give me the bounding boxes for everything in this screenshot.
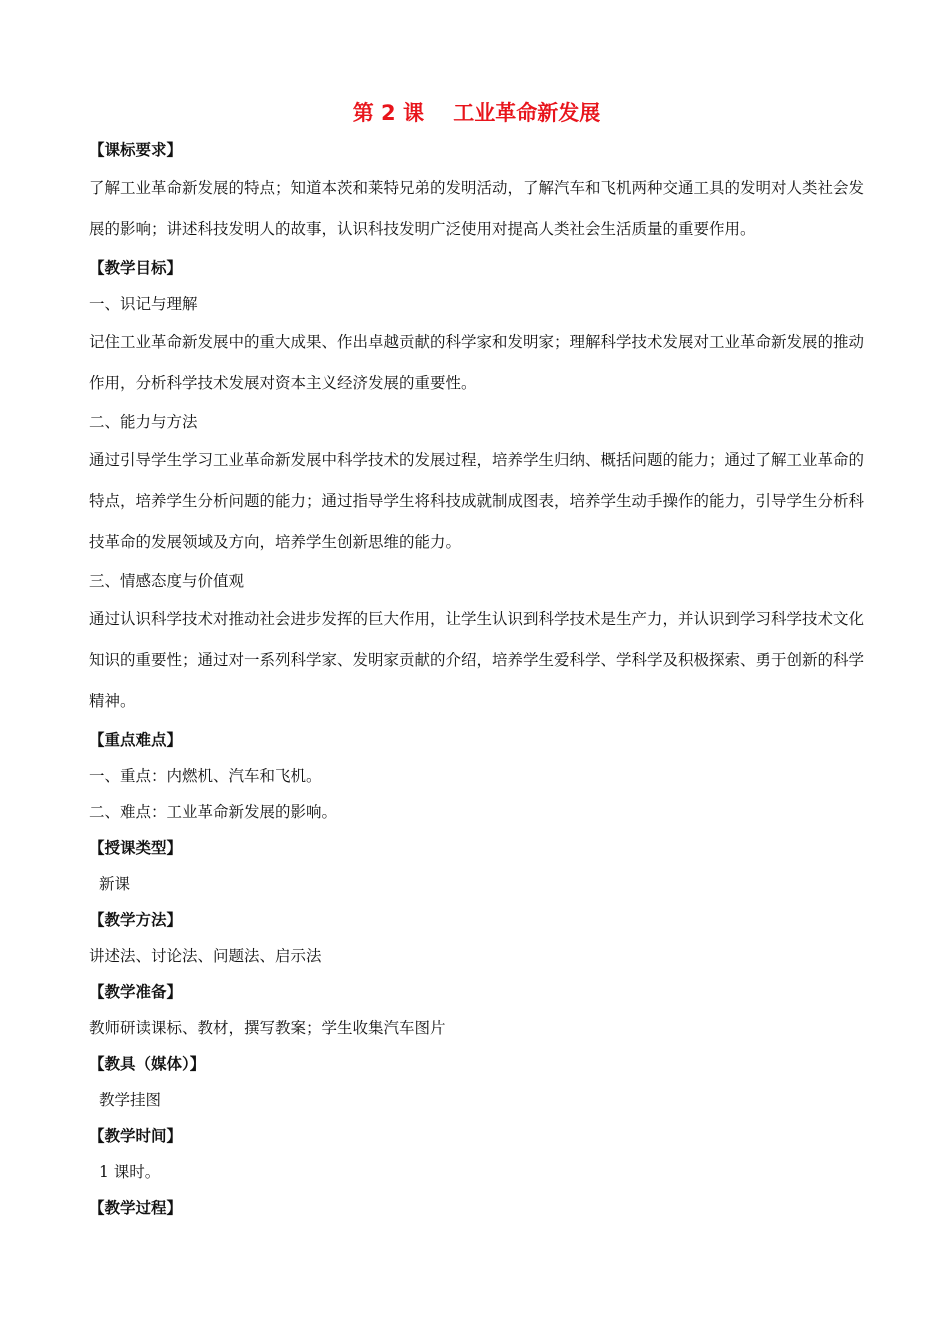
preparation-body: 教师研读课标、教材，撰写教案；学生收集汽车图片 (89, 1019, 446, 1037)
time-body: 1 课时。 (99, 1163, 161, 1181)
lesson-type-heading: 【授课类型】 (89, 839, 183, 857)
document-page (89, 96, 864, 1226)
standards-heading: 【课标要求】 (89, 141, 183, 159)
objective-3-body: 通过认识科学技术对推动社会进步发挥的巨大作用，让学生认识到科学技术是生产力，并认识到学习科学技术文化知识的重要性；通过对一系列科学家、发明家贡献的介绍，培养学生爱科学、学科学及积极探索、勇于创新的科学精神。 (89, 610, 865, 710)
objective-1-label: 一、识记与理解 (89, 295, 198, 313)
objectives-heading: 【教学目标】 (89, 259, 183, 277)
time-heading: 【教学时间】 (89, 1127, 183, 1145)
key-points-heading: 【重点难点】 (89, 731, 183, 749)
objective-1-body: 记住工业革命新发展中的重大成果、作出卓越贡献的科学家和发明家；理解科学技术发展对工业革命新发展的推动作用，分析科学技术发展对资本主义经济发展的重要性。 (89, 333, 865, 392)
standards-body: 了解工业革命新发展的特点；知道本茨和莱特兄弟的发明活动，了解汽车和飞机两种交通工具的发明对人类社会发展的影响；讲述科技发明人的故事，认识科技发明广泛使用对提高人类社会生活质量的重要作用。 (89, 179, 865, 238)
tools-body: 教学挂图 (99, 1091, 162, 1109)
objective-3-label: 三、情感态度与价值观 (89, 572, 245, 590)
lesson-type-body: 新课 (99, 875, 131, 893)
objective-2-label: 二、能力与方法 (89, 413, 198, 431)
methods-heading: 【教学方法】 (89, 911, 183, 929)
tools-heading: 【教具（媒体）】 (89, 1055, 206, 1073)
process-heading: 【教学过程】 (89, 1199, 183, 1217)
difficult-point: 二、难点：工业革命新发展的影响。 (89, 803, 338, 821)
preparation-heading: 【教学准备】 (89, 983, 183, 1001)
key-point: 一、重点：内燃机、汽车和飞机。 (89, 767, 322, 785)
lesson-title: 第 2 课 工业革命新发展 (352, 101, 601, 125)
objective-2-body: 通过引导学生学习工业革命新发展中科学技术的发展过程，培养学生归纳、概括问题的能力；通过了解工业革命的特点，培养学生分析问题的能力；通过指导学生将科技成就制成图表，培养学生动手操作的能力，引导学生分析科技革命的发展领域及方向，培养学生创新思维的能力。 (89, 451, 865, 551)
methods-body: 讲述法、讨论法、问题法、启示法 (89, 947, 322, 965)
